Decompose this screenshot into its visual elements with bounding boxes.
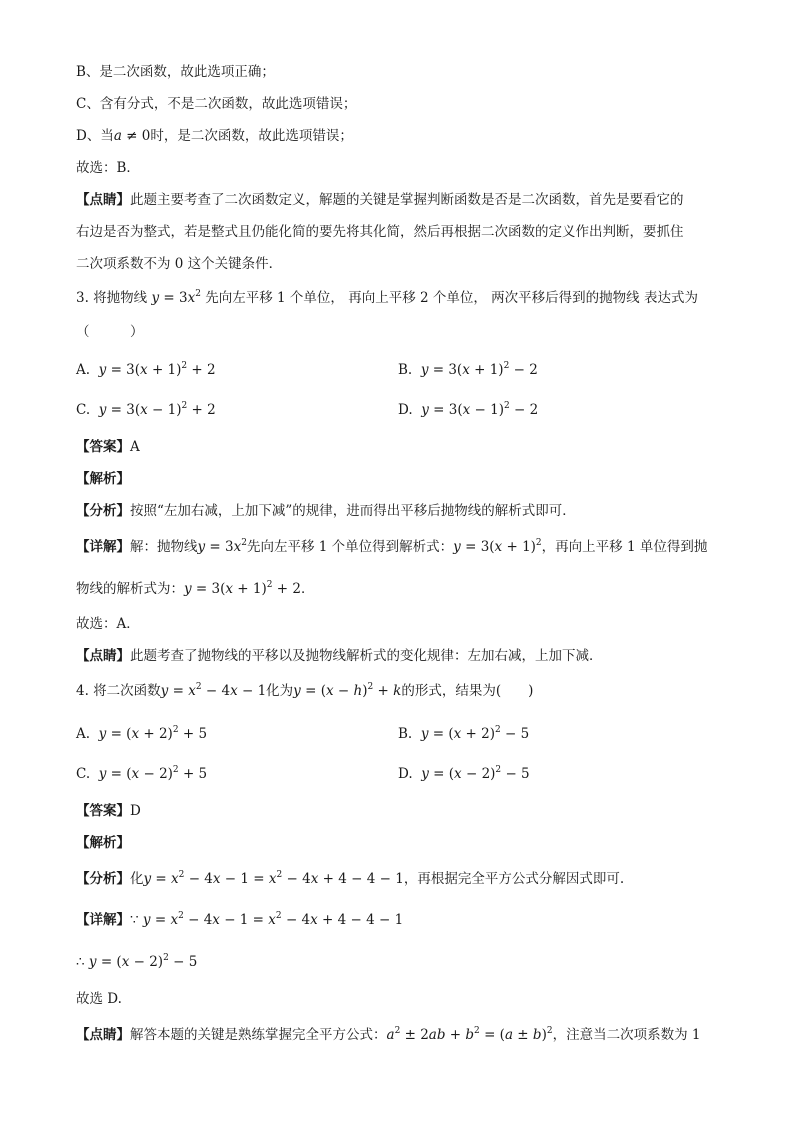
question-3-stem: 3. 将抛物线 $y = 3x^2$ 先向左平移 1 个单位， 再向上平移 2 个单位， 两次平移后得到的抛物线 表达式为 — [76, 289, 698, 306]
comment-paragraph: 【点睛】此题主要考查了二次函数定义，解题的关键是掌握判断函数是否是二次函数，首先是要看它的 — [76, 192, 684, 208]
question-3-choose: 故选：A． — [76, 616, 140, 632]
text-line: 故选：B． — [76, 160, 140, 176]
question-3-answer: 【答案】A — [76, 439, 140, 455]
question-3-options-row-2 — [76, 400, 718, 420]
question-3-solution: 【详解】解：抛物线$y = 3x^2$先向左平移 1 个单位得到解析式：$y = 3(x + 1)^2$，再向上平移 1 单位得到抛 — [76, 538, 708, 555]
text-line: B、是二次函数，故此选项正确； — [76, 64, 275, 80]
option-c: C. $y = (x - 2)^2 + 5$ — [76, 765, 208, 782]
question-3-options-row-1 — [76, 360, 718, 380]
option-b: B. $y = (x + 2)^2 - 5$ — [398, 725, 530, 742]
option-a: A. $y = 3(x + 1)^2 + 2$ — [76, 361, 216, 378]
option-a: A. $y = (x + 2)^2 + 5$ — [76, 725, 208, 742]
question-4-answer: 【答案】D — [76, 803, 141, 819]
question-4-solution-result: ∴ $y = (x - 2)^2 - 5$ — [76, 953, 198, 970]
question-3-solution-cont: 物线的解析式为：$y = 3(x + 1)^2 + 2$． — [76, 580, 315, 597]
question-3-paren: （ ） — [76, 324, 144, 340]
question-4-options-row-2 — [76, 764, 718, 784]
option-c: C. $y = 3(x - 1)^2 + 2$ — [76, 401, 216, 418]
option-d: D. $y = 3(x - 1)^2 - 2$ — [398, 401, 539, 418]
comment-tag: 【点睛】 — [76, 192, 130, 208]
option-d: D. $y = (x - 2)^2 - 5$ — [398, 765, 530, 782]
text-line: C、含有分式，不是二次函数，故此选项错误； — [76, 96, 357, 112]
question-3-analysis-tag: 【解析】 — [76, 471, 130, 487]
question-4-comment: 【点睛】解答本题的关键是熟练掌握完全平方公式：$a^2 \pm 2ab + b^2 = (a \pm b)^2$，注意当二次项系数为 1 — [76, 1026, 701, 1043]
question-4-analysis: 【分析】化$y = x^2 - 4x - 1 = x^2 - 4x + 4 - 4 - 1$，再根据完全平方公式分解因式即可. — [76, 870, 625, 887]
question-3-comment: 【点睛】此题考查了抛物线的平移以及抛物线解析式的变化规律：左加右减，上加下减． — [76, 648, 603, 664]
question-4-solution: 【详解】∵ $y = x^2 - 4x - 1 = x^2 - 4x + 4 - 4 - 1$ — [76, 911, 404, 928]
text-line: D、当a ≠ 0时，是二次函数，故此选项错误； — [76, 128, 353, 144]
question-4-stem: 4. 将二次函数$y = x^2 - 4x - 1$化为$y = (x - h)^2 + k$的形式，结果为( ) — [76, 682, 534, 699]
text-line: 右边是否为整式，若是整式且仍能化简的要先将其化简，然后再根据二次函数的定义作出判断，要抓住 — [76, 224, 684, 240]
question-4-analysis-tag: 【解析】 — [76, 835, 130, 851]
question-4-options-row-1 — [76, 724, 718, 744]
text-line: 二次项系数不为 0 这个关键条件． — [76, 256, 283, 272]
question-4-choose: 故选 D. — [76, 991, 122, 1007]
option-b: B. $y = 3(x + 1)^2 - 2$ — [398, 361, 538, 378]
question-3-analysis: 【分析】按照“左加右减，上加下减”的规律，进而得出平移后抛物线的解析式即可． — [76, 503, 576, 519]
